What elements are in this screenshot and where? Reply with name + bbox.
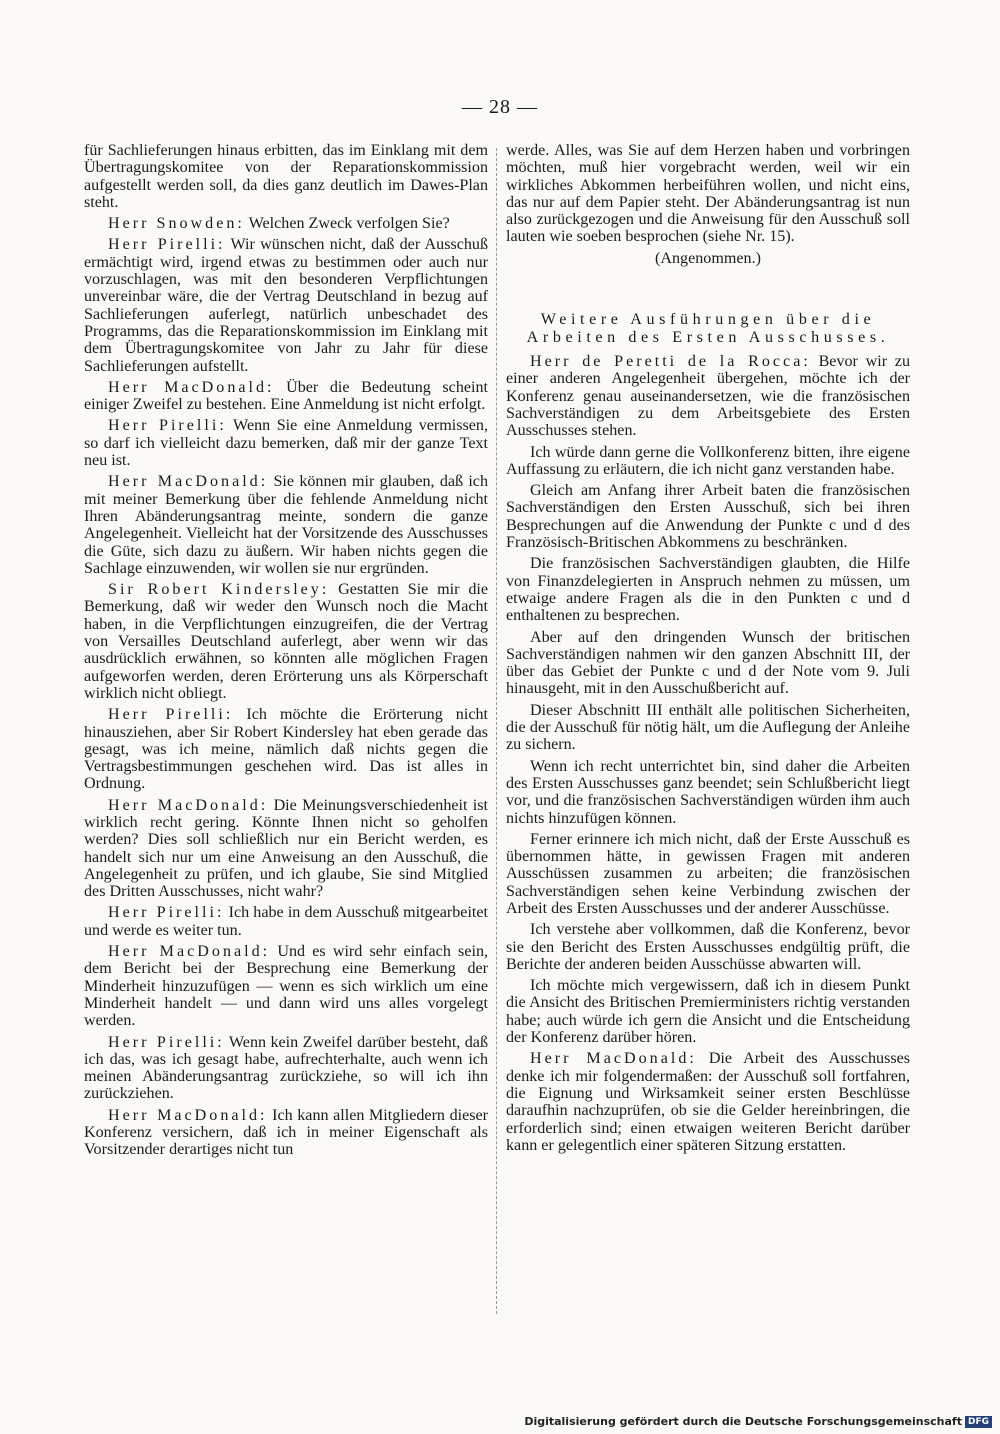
paragraph-text: Ich möchte die Erörterung nicht hinausziehen, aber Sir Robert Kindersley hat eben gerade das gesagt, was ich meine, nämlich daß nichts gegen die Vertragsbestimmungen geschehen wird. Das ist alles in Ordnung. bbox=[84, 706, 488, 793]
speaker-name: Herr MacDonald: bbox=[108, 943, 271, 961]
dfg-logo: DFG bbox=[965, 1416, 992, 1428]
paragraph-text: Ich kann allen Mitgliedern dieser Konferenz versichern, daß ich in meiner Eigenschaft als Vorsitzender derartiges nicht tun bbox=[84, 1106, 488, 1159]
paragraph-text: Die Arbeit des Ausschusses denke ich mir folgendermaßen: der Ausschuß soll fortfahren, die Eignung und Wirksamkeit seiner ersten Beschlüsse daraufhin nachzuprüfen, ob sie die Gelder hereinbringen, die erforderlich sind; einen etwaigen weiteren Bericht darüber kann er gelegentlich einer späteren Sitzung erstatten. bbox=[506, 1050, 911, 1154]
paragraph bbox=[84, 1107, 488, 1159]
paragraph-text: Die Meinungsverschiedenheit ist wirklich recht gering. Könnte Ihnen nicht so geholfen werden? Dies soll schließlich nur ein Bericht werden, es handelt sich nur um eine Anweisung an den Ausschuß, die Angelegenheit zu prüfen, und ich glaube, Sie sind Mitglied des Dritten Ausschusses, nicht wahr? bbox=[84, 796, 488, 901]
right-column bbox=[506, 142, 910, 1158]
paragraph bbox=[506, 629, 910, 698]
paragraph bbox=[506, 353, 910, 439]
speaker-name: Herr Pirelli: bbox=[108, 236, 226, 254]
footer-credit bbox=[524, 1415, 992, 1428]
paragraph bbox=[84, 473, 488, 577]
paragraph-text: Ich habe in dem Ausschuß mitgearbeitet und werde es weiter tun. bbox=[84, 904, 488, 939]
speaker-name: Herr Pirelli: bbox=[108, 706, 234, 724]
paragraph-text: Bevor wir zu einer anderen Angelegenheit übergehen, möchte ich der Konferenz genau auseinandersetzen, wie die französischen Sachverständigen zu dem Arbeitsgebiete des Ersten Ausschusses stehen. bbox=[506, 353, 910, 440]
paragraph-text: Welchen Zweck verfolgen Sie? bbox=[248, 215, 450, 233]
speaker-name: Herr MacDonald: bbox=[530, 1050, 697, 1068]
speaker-name: Herr de Peretti de la Rocca: bbox=[530, 353, 811, 371]
paragraph bbox=[84, 797, 488, 901]
paragraph-text: Aber auf den dringenden Wunsch der britischen Sachverständigen nahmen wir den ganzen Abschnitt III, der über das Gebiet der Punkte c und d der Note vom 9. Juli hinausgeht, mit in den Ausschußbericht auf. bbox=[506, 628, 910, 698]
paragraph bbox=[506, 977, 910, 1046]
paragraph bbox=[84, 379, 488, 414]
paragraph-text: Wir wünschen nicht, daß der Ausschuß ermächtigt wird, irgend etwas zu bestimmen oder auch nur vorzuschlagen, was mit den besonderen Verpflichtungen unvereinbar wäre, die der Vertrag Deutschland in bezug auf Sachlieferungen auferlegt, natürlich unbeschadet des Programms, das die Reparationskommission im Einklang mit dem Übertragungskomitee von Jahr zu Jahr für diese Sachlieferungen aufstellt. bbox=[84, 236, 489, 375]
footer-text: Digitalisierung gefördert durch die Deutsche Forschungsgemeinschaft bbox=[524, 1415, 962, 1428]
speaker-name: Herr MacDonald: bbox=[108, 473, 269, 491]
section-heading: Weitere Ausführungen über die Arbeiten des Ersten Ausschusses. bbox=[526, 311, 890, 347]
paragraph-text: Dieser Abschnitt III enthält alle politischen Sicherheiten, die der Ausschuß für nötig hält, um die Auflegung der Anleihe zu sichern. bbox=[506, 701, 910, 754]
paragraph bbox=[506, 555, 910, 624]
paragraph bbox=[84, 236, 488, 374]
right-paragraphs bbox=[506, 353, 910, 1154]
paragraph-text: Gleich am Anfang ihrer Arbeit baten die französischen Sachverständigen den Ersten Ausschuß, sich bei ihren Besprechungen auf die Anwendung der Punkte c und d des Französisch-Britischen Abkommens zu beschränken. bbox=[506, 482, 910, 552]
paragraph bbox=[84, 215, 488, 232]
page-number: — 28 — bbox=[462, 96, 538, 118]
accepted-note: (Angenommen.) bbox=[655, 249, 761, 267]
paragraph bbox=[84, 706, 488, 792]
column-divider bbox=[496, 148, 497, 1314]
paragraph bbox=[84, 581, 488, 702]
left-column bbox=[84, 142, 488, 1163]
paragraph-text: werde. Alles, was Sie auf dem Herzen haben und vorbringen möchten, muß hier vorgebracht werden, weil wir ein wirkliches Abkommen herbeiführen wollen, und nicht eins, das nur auf dem Papier steht. Der Abänderungsantrag ist nun also zurückgezogen und die Anweisung für den Ausschuß soll lauten wie soeben besprochen (siehe Nr. 15). bbox=[506, 142, 910, 246]
paragraph-text: Die französischen Sachverständigen glaubten, die Hilfe von Finanzdelegierten in Anspruch nehmen zu müssen, um etwaige andere Fragen als die in den Punkten c und d enthaltenen zu besprechen. bbox=[506, 555, 910, 625]
paragraph-text: Gestatten Sie mir die Bemerkung, daß wir weder den Wunsch noch die Macht haben, in die Verpflichtungen einzugreifen, die der Vertrag von Versailles Deutschland auferlegt, aber wenn wir das ausdrücklich erwähnen, so könnten alle möglichen Fragen aufgeworfen werden, deren Erörterung uns als Körperschaft wirklich nicht obliegt. bbox=[84, 581, 488, 702]
paragraph-text: Sie können mir glauben, daß ich mit meiner Bemerkung über die fehlende Anmeldung nicht Ihren Abänderungsantrag meinte, sondern die ganze Angelegenheit. Vielleicht hat der Vorsitzende des Ausschusses die Güte, sich dazu zu äußern. Wir haben nichts gegen die Sachlage einzuwenden, wir wollen sie nur ergründen. bbox=[84, 473, 488, 577]
speaker-name: Herr Snowden: bbox=[108, 215, 245, 233]
paragraph bbox=[84, 943, 488, 1029]
paragraph-text: Wenn Sie eine Anmeldung vermissen, so darf ich vielleicht dazu bemerken, daß mir der ganze Text neu ist. bbox=[84, 417, 488, 470]
right-intro bbox=[506, 142, 910, 246]
paragraph bbox=[506, 1050, 910, 1154]
paragraph bbox=[506, 702, 910, 754]
paragraph bbox=[506, 142, 910, 246]
paragraph bbox=[506, 831, 910, 917]
paragraph-text: Ich verstehe aber vollkommen, daß die Konferenz, bevor sie den Bericht des Ersten Ausschusses endgültig prüft, die Berichte der anderen beiden Ausschüsse abwarten will. bbox=[506, 921, 910, 973]
paragraph-text: Ferner erinnere ich mich nicht, daß der Erste Ausschuß es übernommen hätte, in gewissen Fragen mit anderen Ausschüssen zusammen zu arbeiten; die französischen Sachverständigen sehen keine Verbindung zwischen der Arbeit des Ersten Ausschusses und der anderer Ausschüsse. bbox=[506, 830, 910, 917]
paragraph bbox=[506, 921, 910, 973]
paragraph-text: Wenn kein Zweifel darüber besteht, daß ich das, was ich gesagt habe, aufrechterhalte, auch wenn ich meinen Abänderungsantrag zurückziehe, so will ich ihn zurückziehen. bbox=[84, 1033, 489, 1103]
paragraph-text: Über die Bedeutung scheint einiger Zweifel zu bestehen. Eine Anmeldung ist nicht erfolgt. bbox=[84, 378, 489, 414]
paragraph-text: Wenn ich recht unterrichtet bin, sind daher die Arbeiten des Ersten Ausschusses ganz beendet; sein Schlußbericht liegt vor, und die französischen Sachverständigen würden ihm auch nichts hinzufügen können. bbox=[506, 757, 910, 827]
paragraph bbox=[506, 482, 910, 551]
paragraph bbox=[84, 904, 488, 939]
paragraph-text: für Sachlieferungen hinaus erbitten, das im Einklang mit dem Übertragungskomitee von der Reparationskommission aufgestellt werden soll, da dies ganz deutlich im Dawes-Plan steht. bbox=[84, 142, 488, 211]
paragraph-text: Ich würde dann gerne die Vollkonferenz bitten, ihre eigene Auffassung zu erläutern, die ich nicht ganz verstanden habe. bbox=[506, 443, 910, 478]
speaker-name: Herr MacDonald: bbox=[108, 1106, 268, 1124]
speaker-name: Herr Pirelli: bbox=[108, 417, 227, 435]
speaker-name: Herr MacDonald: bbox=[108, 378, 275, 396]
paragraph-text: Ich möchte mich vergewissern, daß ich in diesem Punkt die Ansicht des Britischen Premierministers richtig verstanden habe; auch würde ich gern die Ansicht und die Entscheidung der Konferenz darüber hören. bbox=[506, 977, 910, 1047]
paragraph bbox=[84, 142, 488, 211]
paragraph bbox=[84, 417, 488, 469]
paragraph bbox=[506, 444, 910, 479]
speaker-name: Herr Pirelli: bbox=[108, 1033, 225, 1051]
paragraph bbox=[84, 1034, 488, 1103]
speaker-name: Herr MacDonald: bbox=[108, 796, 269, 814]
speaker-name: Sir Robert Kindersley: bbox=[108, 581, 330, 599]
paragraph-text: Und es wird sehr einfach sein, dem Bericht bei der Besprechung eine Bemerkung der Minderheit hinzuzufügen — wenn es sich wirklich um eine Minderheit handelt — und dann wird uns alles vorgelegt werden. bbox=[84, 943, 489, 1030]
speaker-name: Herr Pirelli: bbox=[108, 904, 225, 922]
paragraph bbox=[506, 758, 910, 827]
